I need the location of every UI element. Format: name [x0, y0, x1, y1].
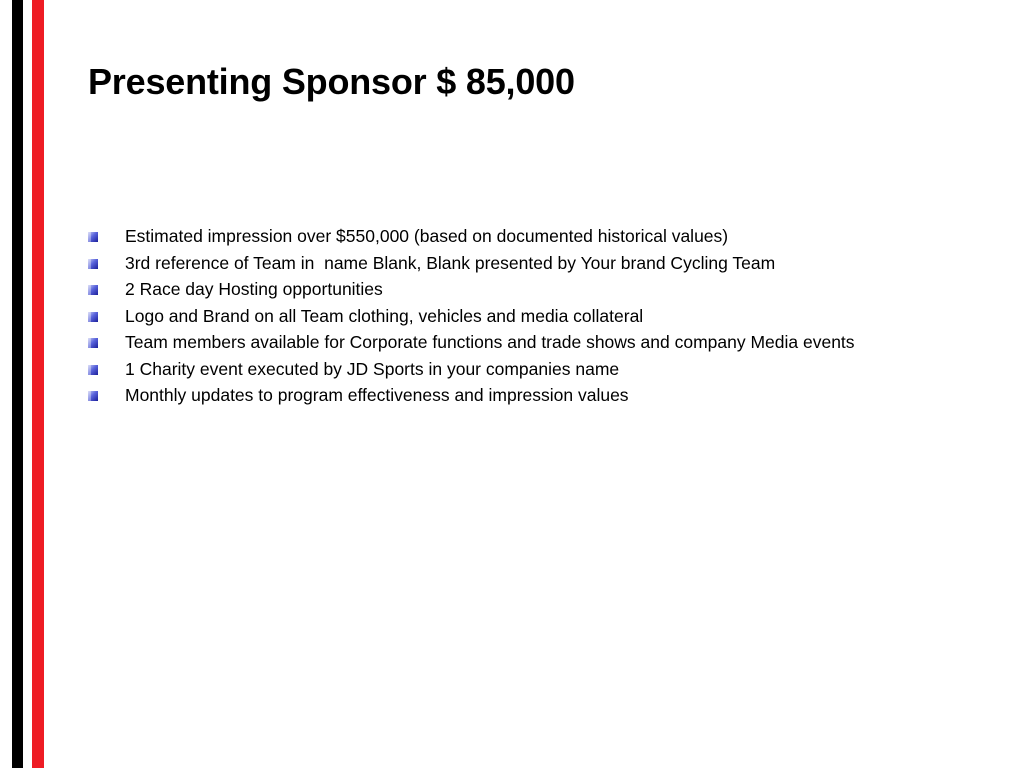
bullet-text: 3rd reference of Team in name Blank, Blank presented by Your brand Cycling Team: [125, 252, 776, 273]
bullet-text: Team members available for Corporate functions and trade shows and company Media events: [125, 332, 855, 352]
bullet-text: Logo and Brand on all Team clothing, vehicles and media collateral: [125, 305, 644, 326]
bullet-item: [88, 279, 908, 300]
bullet-item: [88, 385, 908, 406]
bullet-text: 1 Charity event executed by JD Sports in your companies name: [125, 358, 620, 379]
square-bullet-icon: [88, 312, 98, 322]
bullet-item: [88, 306, 908, 327]
bullet-item: [88, 226, 908, 247]
bullet-text: 2 Race day Hosting opportunities: [125, 279, 383, 299]
bullet-item: [88, 359, 908, 380]
square-bullet-icon: [88, 391, 98, 401]
left-black-stripe: [12, 0, 23, 768]
bullet-text: Monthly updates to program effectiveness and impression values: [125, 385, 629, 405]
left-red-stripe: [32, 0, 44, 768]
bullet-list: [88, 226, 908, 412]
bullet-item: [88, 253, 908, 274]
square-bullet-icon: [88, 365, 98, 375]
bullet-item: [88, 332, 908, 353]
square-bullet-icon: [88, 232, 98, 242]
square-bullet-icon: [88, 285, 98, 295]
bullet-text: Estimated impression over $550,000 (based on documented historical values): [125, 226, 729, 246]
square-bullet-icon: [88, 259, 98, 269]
square-bullet-icon: [88, 338, 98, 348]
slide-title: Presenting Sponsor $ 85,000: [88, 61, 575, 102]
